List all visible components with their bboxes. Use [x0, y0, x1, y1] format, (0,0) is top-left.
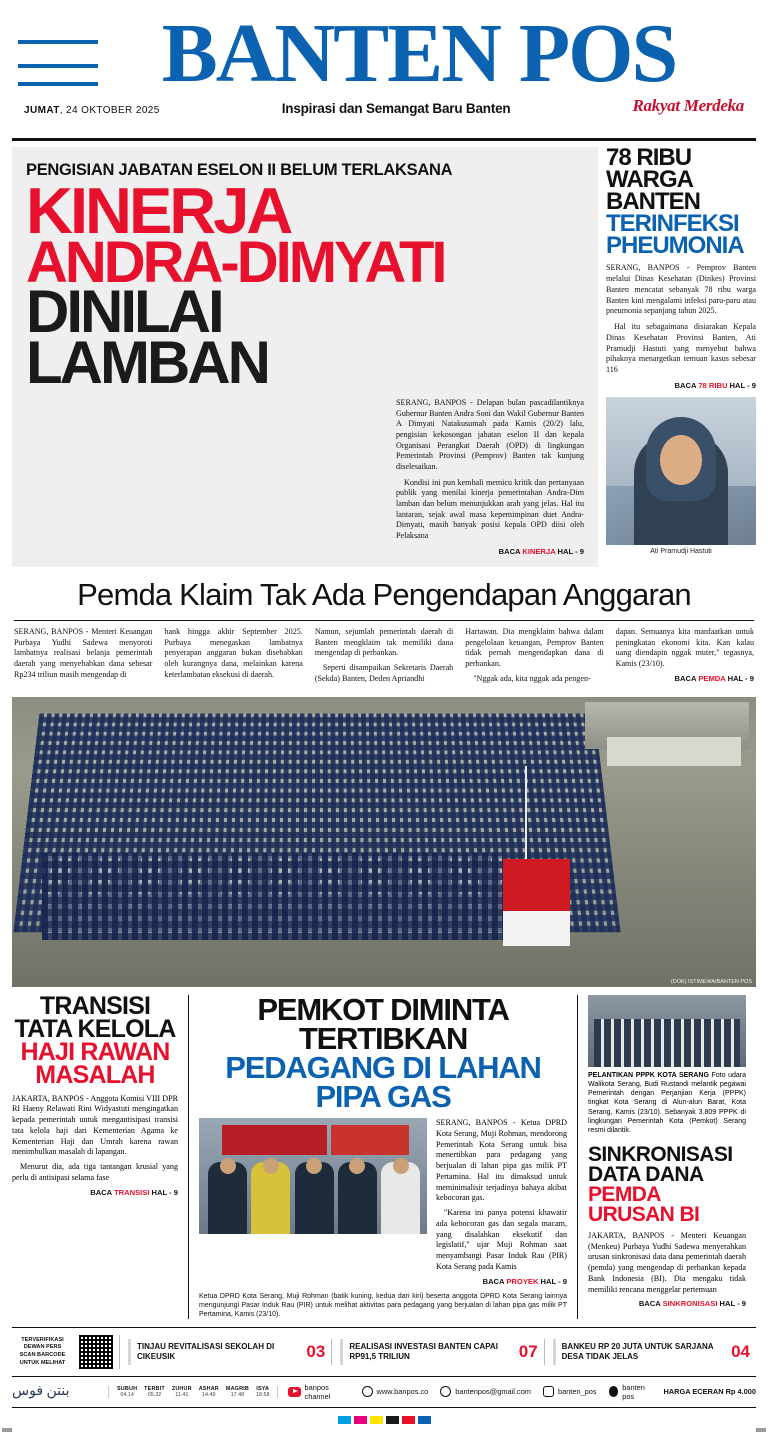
second-story-column-1 — [14, 627, 152, 689]
teaser-strip — [12, 1327, 756, 1377]
pneumonia-paragraph-2: Hal itu sebagaimana disiarakan Kepala Dinas Kesehatan Provinsi Banten, Ati Pramudji Hastuti yang menyebut bahwa pihaknya menargetkan temuan kasus sebesar 116 — [606, 322, 756, 375]
prayer-name: SUBUH — [117, 1385, 138, 1392]
teaser-label: TINJAU REVITALISASI SEKOLAH DI CIKEUSIK — [137, 1341, 275, 1361]
masthead-network-label: Rakyat Merdeka — [632, 96, 744, 116]
pemkot-body — [436, 1118, 567, 1287]
teaser-page-number: 04 — [731, 1341, 750, 1361]
teaser-divider-bar — [340, 1339, 343, 1365]
pemkot-photo — [199, 1118, 427, 1234]
prayer-time-item — [256, 1386, 270, 1398]
pemkot-photo-head-3 — [306, 1158, 322, 1174]
pneumonia-headline-line-2: WARGA — [606, 166, 693, 194]
lead-kicker: PENGISIAN JABATAN ESELON II BELUM TERLAKSANA — [26, 161, 453, 179]
teaser-label: REALISASI INVESTASI BANTEN CAPAI RP91,5 TRILIUN — [349, 1341, 498, 1361]
second-story-column-2 — [164, 627, 302, 689]
instagram-label: banten_pos — [557, 1387, 597, 1397]
second-story-p2: bank hingga akhir September 2025. Purbaya menegaskan lambatnya penyerapan anggaran bukan disebabkan oleh kurangnya dana, melainkan karena keterlambatan eksekusi di daerah. — [164, 626, 303, 679]
haji-paragraph-1: JAKARTA, BANPOS - Anggota Komisi VIII DPR RI Haeny Relawati Rini Widyastuti mengingatkan kepada pemerintah untuk mengantisipasi transisi tata kelola haji dari Kementerian Agama ke Kementerian Haji dan Umrah karena rawan menimbulkan masalah di lapangan. — [12, 1093, 178, 1157]
main-photo-credit: (DOK) ISTIMEWA/BANTEN POS — [670, 978, 752, 985]
pemkot-paragraph-2: "Karena ini panya potensi khawatir ada kebocoran gas dan segala macam, yang disalahkan eksekutif dan legislatif," ujar Muji Rohman saat menyambangi Pasar Induk Rau (PIR) Kota Serang pada Kamis — [436, 1208, 567, 1271]
prayer-time-item — [226, 1386, 249, 1398]
pneumonia-headline-line-3: BANTEN — [606, 188, 700, 216]
globe-icon — [362, 1386, 373, 1397]
prayer-name: ISYA — [256, 1385, 270, 1392]
lead-headline-spacer — [26, 398, 386, 557]
bottom-section — [0, 987, 768, 1319]
prayer-times — [108, 1386, 278, 1398]
color-swatch-red — [402, 1416, 415, 1424]
second-story-p6: "Nggak ada, kita nggak ada pengen- — [473, 673, 591, 683]
second-story-column-5 — [616, 627, 754, 689]
pneumonia-baca-prefix: BACA — [674, 380, 699, 390]
lead-headline — [26, 174, 584, 396]
teaser-label: BANKEU RP 20 JUTA UNTUK SARJANA DESA TIDAK JELAS — [561, 1341, 714, 1361]
pemkot-baca-prefix: BACA — [482, 1276, 507, 1286]
prayer-time: 17.48 — [230, 1391, 245, 1398]
haji-headline — [12, 991, 178, 1089]
color-swatch-blue — [418, 1416, 431, 1424]
prayer-name: TERBIT — [144, 1385, 165, 1392]
photo-red-platform — [503, 859, 570, 911]
lead-headline-line-4: LAMBAN — [26, 328, 268, 396]
email-link[interactable] — [440, 1386, 531, 1397]
prayer-name: MAGRIB — [225, 1385, 249, 1392]
footer-bar — [12, 1383, 756, 1408]
second-story-column-4 — [465, 627, 603, 689]
haji-headline-line-3: HAJI RAWAN — [20, 1037, 170, 1066]
prayer-time-item — [172, 1386, 192, 1398]
masthead-slogan: Inspirasi dan Semangat Baru Banten — [281, 101, 511, 117]
pneumonia-headline-line-1: 78 RIBU — [606, 144, 692, 171]
sinkronisasi-paragraph-1: JAKARTA, BANPOS - Menteri Keuangan (Menkeu) Purbaya Yudhi Sadewa menyerahkan urusan sinkronisasi data dana pemerintah daerah (pemda) yang mengendap di perbankan kepada Bank Indonesia (BI). Dia mengaku tidak memiliki rencana menggelar pertemuan — [588, 1230, 746, 1294]
sinkronisasi-baca-prefix: BACA — [638, 1299, 663, 1309]
email-label: bantenpos@gmail.com — [455, 1387, 531, 1397]
prayer-time: 11.41 — [175, 1391, 189, 1398]
pemkot-photo-caption: Ketua DPRD Kota Serang, Muji Rohman (batik kuning, kedua dari kiri) beserta anggota DPRD Kota Serang lainnya mengunjungi Pasar Induk Rau (PIR) untuk melihat aktivitas para pedagang yang berjualan di lahan pipa gas milik PT Pertamina, Kamis (23/10). — [199, 1292, 567, 1318]
color-swatch-black — [386, 1416, 399, 1424]
prayer-time: 04.14 — [120, 1391, 134, 1398]
second-story-p1: SERANG, BANPOS - Menteri Keuangan Purbaya Yudhi Sadewa menyoroti lambatnya realisasi belanja pemerintah daerah yang menyebabkan dana sebesar Rp234 triliun masih mengendap di — [14, 626, 153, 679]
lead-body — [396, 398, 584, 557]
second-baca-page: HAL - 9 — [725, 673, 755, 683]
pemkot-photo-banner-right — [331, 1125, 409, 1155]
social-links — [288, 1383, 653, 1401]
registration-mark-right — [756, 1428, 766, 1432]
color-registration-bar — [0, 1408, 768, 1424]
haji-paragraph-2: Menurut dia, ada tiga tantangan krusial yang perlu di antisipasi selama fase — [12, 1162, 178, 1182]
pneumonia-continuation — [606, 381, 756, 391]
prayer-name: ASHAR — [198, 1385, 219, 1392]
haji-headline-line-2: TATA KELOLA — [14, 1014, 176, 1043]
teaser-item[interactable] — [340, 1339, 544, 1365]
sinkronisasi-body — [588, 1231, 746, 1310]
youtube-link[interactable] — [288, 1383, 349, 1401]
pemkot-photo-banner-left — [222, 1125, 327, 1155]
lead-continuation — [396, 547, 584, 557]
pppk-caption-title: PELANTIKAN PPPK KOTA SERANG — [588, 1071, 709, 1079]
pemkot-baca-page: HAL - 9 — [538, 1276, 567, 1286]
second-story-headline: Pemda Klaim Tak Ada Pengendapan Anggaran — [77, 576, 691, 612]
second-baca-keyword: PEMDA — [698, 673, 726, 683]
main-photo — [12, 697, 756, 987]
lead-headline-line-3: DINILAI — [26, 278, 222, 346]
prayer-time-item — [144, 1386, 165, 1398]
prayer-time-item — [117, 1386, 137, 1398]
sinkronisasi-baca-page: HAL - 9 — [717, 1299, 746, 1309]
website-link[interactable] — [362, 1386, 429, 1397]
prayer-time-item — [199, 1386, 219, 1398]
lead-columns — [26, 398, 584, 557]
portrait-photo — [606, 397, 756, 545]
qr-code-icon[interactable] — [79, 1335, 113, 1369]
pemkot-headline-line-1: PEMKOT DIMINTA TERTIBKAN — [257, 991, 509, 1056]
registration-marks — [0, 1428, 768, 1432]
lead-baca-prefix: BACA — [498, 546, 523, 556]
teaser-item[interactable] — [128, 1339, 332, 1365]
pppk-photo-rows — [594, 1019, 739, 1067]
pemkot-headline-line-2: PEDAGANG DI LAHAN PIPA GAS — [225, 1049, 541, 1114]
pneumonia-paragraph-1: SERANG, BANPOS - Pemprov Banten melalui Dinas Kesehatan (Dinkes) Provinsi Banten mencatat sebanyak 78 ribu warga Banten kini mengalami infeksi paru-paru atau pneumonia sepanjang tahun 2025. — [606, 263, 756, 316]
color-swatch-yellow — [370, 1416, 383, 1424]
photo-white-platform — [503, 911, 570, 946]
youtube-label: banpos channel — [304, 1382, 331, 1401]
second-story-column-3 — [315, 627, 453, 689]
second-story-p4: Seperti disampaikan Sekretaris Daerah (Sekda) Banten, Deden Apriandhi — [314, 663, 454, 683]
verif-line-1: TERVERIFIKASI — [21, 1336, 64, 1343]
teaser-divider-bar — [553, 1339, 556, 1365]
press-verification — [12, 1335, 120, 1369]
pppk-photo-caption — [588, 1071, 746, 1136]
haji-headline-line-1: TRANSISI — [39, 991, 151, 1020]
top-right-story — [606, 144, 756, 567]
portrait-photo-caption: Ati Pramudji Hastuti — [650, 547, 712, 555]
second-story-p7: dapan. Semuanya kita manfaatkan untuk peningkatan ekonomi kita. Kan kalau uang diendapin nggak muter," tegasnya, Kamis (23/10). — [615, 626, 755, 669]
teaser-page-number: 07 — [518, 1341, 538, 1361]
second-story-continuation — [616, 674, 754, 684]
publication-day: JUMAT — [24, 105, 60, 117]
photo-tent — [607, 737, 741, 766]
verif-line-2: DEWAN PERS — [23, 1344, 62, 1351]
pneumonia-headline — [606, 144, 756, 260]
pemkot-continuation — [436, 1277, 567, 1287]
photo-crowd-front-rows — [42, 853, 503, 940]
sinkronisasi-headline-line-1: SINKRONISASI — [588, 1143, 733, 1167]
pppk-and-sinkronisasi — [588, 995, 746, 1319]
pemkot-story — [188, 991, 578, 1319]
arabic-logo: بنتن فوس — [12, 1384, 70, 1400]
color-swatch-magenta — [354, 1416, 367, 1424]
pppk-caption-text: Foto udara Walikota Serang, Budi Rustandi melantik pegawai Pemerintah dengan Perjanjian Kerja (PPPK) tingkat Kota Serang di Alun-alun Barat, Kota Serang, Kamis (23/10). Sebanyak 3.809 PPPK di lingkungan Pemerintah Kota (Pemkot) Serang resmi dilantik. — [588, 1071, 747, 1134]
lead-paragraph-1: SERANG, BANPOS - Delapan bulan pascadilantiknya Gubernur Banten Andra Soni dan Wakil Gubernur Banten A Dimyati Natakusumah pada Kamis (20/2) lalu, pengisian kekosongan jabatan eselon II dan kepala Organisasi Perangkat Daerah (OPD) di lingkungan Pemerintah Provinsi (Pemprov) Banten tak kunjung diselesaikan. — [396, 398, 584, 472]
pemkot-photo-head-2 — [263, 1158, 279, 1174]
sinkronisasi-baca-keyword: SINKRONISASI — [662, 1299, 718, 1309]
sinkronisasi-continuation — [588, 1299, 746, 1309]
pemkot-headline — [199, 991, 567, 1114]
youtube-icon — [288, 1387, 300, 1397]
lead-headline-line-2: ANDRA-DIMYATI — [26, 229, 445, 295]
second-story-p5: Hartawan. Dia mengklaim bahwa dalam pengelolaan keuangan, Pemprov Banten tidak pernah mengendapkan dana di perbankan. — [465, 626, 604, 669]
lead-baca-keyword: KINERJA — [522, 546, 556, 556]
second-story — [0, 567, 768, 689]
facebook-link[interactable] — [609, 1383, 654, 1401]
publication-date — [24, 105, 160, 116]
lead-baca-page: HAL - 9 — [555, 546, 584, 556]
haji-baca-keyword: TRANSISI — [113, 1187, 150, 1197]
teaser-item[interactable] — [553, 1339, 756, 1365]
haji-headline-line-4: MASALAH — [35, 1060, 155, 1089]
second-story-p3: Namun, sejumlah pemerintah daerah di Banten mengklaim tak memiliki dana mengendap di perbankan. — [314, 626, 454, 658]
sinkronisasi-headline-line-4: URUSAN BI — [588, 1203, 700, 1227]
pneumonia-body — [606, 263, 756, 391]
second-story-divider — [14, 620, 754, 621]
registration-mark-left — [2, 1428, 12, 1432]
top-section — [0, 141, 768, 567]
prayer-time: 14.49 — [202, 1391, 216, 1398]
press-verification-text — [12, 1337, 73, 1367]
facebook-label: banten pos — [622, 1382, 645, 1401]
pemkot-photo-head-1 — [220, 1158, 236, 1174]
haji-baca-prefix: BACA — [90, 1187, 114, 1197]
sinkronisasi-headline-line-2: DATA DANA — [588, 1163, 704, 1187]
pemkot-content — [199, 1118, 567, 1287]
publication-date-text: , 24 OKTOBER 2025 — [59, 105, 160, 117]
second-baca-prefix: BACA — [674, 673, 699, 683]
lead-paragraph-2: Kondisi ini pun kembali memicu kritik dan pertanyaan publik yang menilai kinerja pemerintahan Andra-Dim lamban dan belum menunjukkan arah yang jelas. Hal itu lantaran, sejak awal masa kepemimpinan duet Andra-Dimyati, masih banyak posisi kepala OPD diisi oleh Pelaksana — [396, 477, 584, 541]
prayer-time: 18.58 — [255, 1391, 270, 1398]
teaser-page-number: 03 — [306, 1341, 326, 1361]
lead-story — [12, 147, 598, 567]
masthead — [0, 0, 768, 132]
pemkot-photo-head-5 — [393, 1158, 409, 1174]
haji-continuation — [12, 1188, 178, 1198]
sinkronisasi-headline — [588, 1145, 746, 1225]
pneumonia-baca-keyword: 78 RIBU — [698, 380, 728, 390]
pemkot-paragraph-1: SERANG, BANPOS - Ketua DPRD Kota Serang, Muji Rohman, mendorong Pemerintah Kota Serang untuk bisa menertibkan para pedagang yang berjualan di lahan pipa gas milik PT Pertamina. Hal itu dimaksud untuk meminimalisir terjadinya bahaya akibat kebocoran gas. — [436, 1118, 567, 1203]
teaser-divider-bar — [128, 1339, 131, 1365]
verif-line-4: UNTUK MELIHAT — [19, 1359, 66, 1366]
instagram-icon — [543, 1386, 554, 1397]
pneumonia-headline-line-4: TERINFEKSI — [606, 210, 739, 238]
haji-story — [12, 991, 178, 1319]
price-label: HARGA ECERAN Rp 4.000 — [663, 1387, 756, 1397]
prayer-name: ZUHUR — [171, 1385, 192, 1392]
photo-person-face — [660, 435, 702, 485]
haji-body — [12, 1094, 178, 1198]
lead-headline-line-1: KINERJA — [26, 174, 291, 247]
pppk-photo — [588, 995, 746, 1067]
website-label: www.banpos.co — [376, 1387, 429, 1397]
facebook-icon — [609, 1386, 619, 1397]
pneumonia-baca-page: HAL - 9 — [727, 380, 756, 390]
prayer-time: 05.32 — [147, 1391, 162, 1398]
mail-icon — [440, 1386, 451, 1397]
newspaper-title: BANTEN POS — [161, 7, 677, 100]
verif-line-3: SCAN BARCODE — [19, 1351, 66, 1358]
masthead-rule-decoration — [18, 40, 98, 86]
pneumonia-headline-line-5: PHEUMONIA — [606, 232, 744, 260]
haji-baca-page: HAL - 9 — [149, 1187, 178, 1197]
second-story-columns — [14, 627, 754, 689]
pemkot-baca-keyword: PROYEK — [506, 1276, 539, 1286]
instagram-link[interactable] — [543, 1386, 597, 1397]
sinkronisasi-headline-line-3: PEMDA — [588, 1183, 661, 1207]
color-swatch-cyan — [338, 1416, 351, 1424]
